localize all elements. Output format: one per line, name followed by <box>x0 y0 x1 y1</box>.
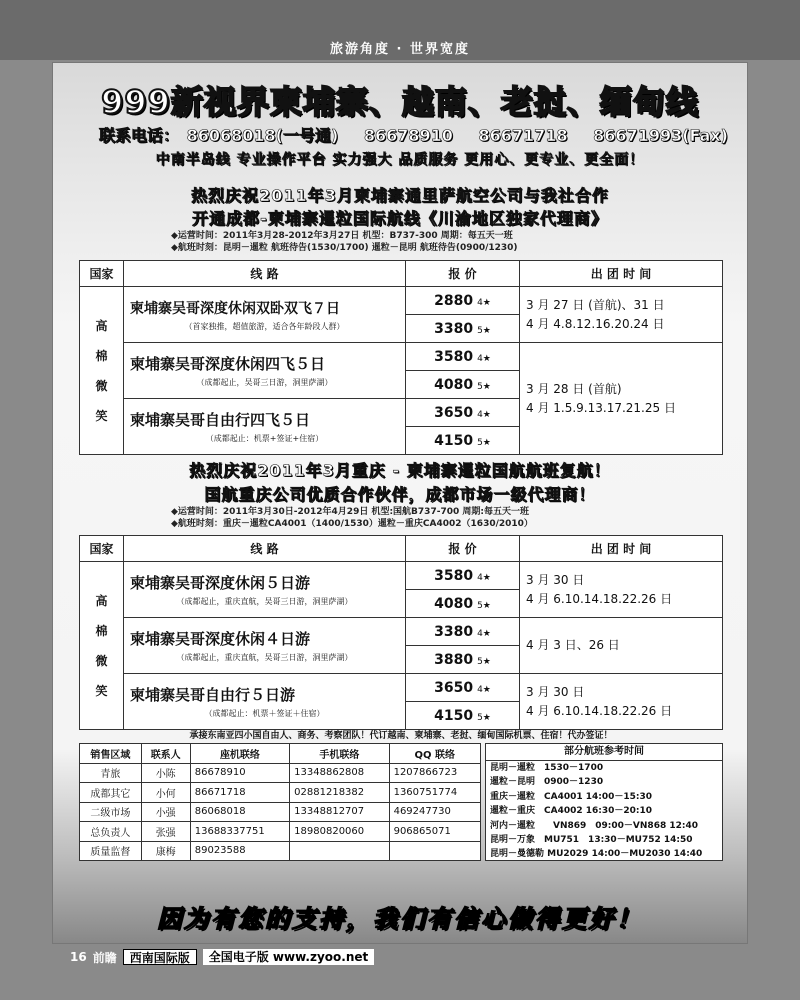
table-row <box>80 343 723 371</box>
contact-name: 康梅 <box>141 841 190 861</box>
date-line: 4 月 1.5.9.13.17.21.25 日 <box>526 400 676 415</box>
table-row <box>80 763 481 783</box>
hotel-grade: 4★ <box>477 572 491 583</box>
qq: 1360751774 <box>389 783 480 803</box>
region: 成都其它 <box>80 783 142 803</box>
route-name: 柬埔寨吴哥深度休闲５日游 <box>130 574 311 592</box>
flight-row: 昆明－曼德勒 MU2029 14:00－MU2030 14:40 <box>490 849 703 860</box>
region: 质量监督 <box>80 841 142 861</box>
country-char: 微 <box>95 378 108 393</box>
col-price: 报 价 <box>406 536 520 562</box>
col-dates: 出 团 时 间 <box>520 536 723 562</box>
hotel-grade: 4★ <box>477 684 491 695</box>
landline: 13688337751 <box>190 822 289 842</box>
flight-times-title: 部分航班参考时间 <box>486 744 722 761</box>
route-note: （成都起止，重庆直航，吴哥三日游，洞里萨湖） <box>176 653 353 662</box>
services-intro: 承接东南亚四小国自由人、商务、考察团队！代订越南、柬埔寨、老挝、缅甸国际机票、住宿！代办签证！ <box>189 731 613 741</box>
route-name: 柬埔寨吴哥自由行５日游 <box>130 686 296 704</box>
flight-row: 重庆－暹粒 CA4001 14:00－15:30 <box>490 791 653 802</box>
phone-label: 联系电话： <box>99 126 180 145</box>
price-value: 4150 <box>434 707 474 724</box>
col-qq: QQ 联络 <box>389 744 480 764</box>
footer-slogan: 因为有您的支持，我们有信心做得更好！ <box>157 904 643 933</box>
section2-info-2: ◆航班时刻：重庆－暹粒CA4001（1400/1530）暹粒－重庆CA4002（1630/2010） <box>171 519 533 529</box>
hotel-grade: 5★ <box>477 656 491 667</box>
price-cell <box>406 590 520 618</box>
route-name: 柬埔寨吴哥深度休闲４日游 <box>130 630 311 648</box>
section1-info-1: ◆运营时间：2011年3月28-2012年3月27日 机型：B737-300 周期：每五天一班 <box>171 231 513 241</box>
route-name: 柬埔寨吴哥深度休闲四飞５日 <box>130 355 326 373</box>
price-cell <box>406 702 520 730</box>
date-line: 3 月 27 日 (首航)、31 日 <box>526 297 665 312</box>
table-row <box>80 841 481 861</box>
country-char: 微 <box>95 653 108 668</box>
hotel-grade: 4★ <box>477 297 491 308</box>
hotel-grade: 5★ <box>477 437 491 448</box>
ad-title: 999新视界柬埔寨、越南、老挝、缅甸线 <box>101 83 699 121</box>
route-name-cell <box>124 674 406 730</box>
phone-number: 86068018(一号通) <box>186 126 339 145</box>
price-value: 3580 <box>434 567 474 584</box>
route-note: （成都起止，重庆直航，吴哥三日游，洞里萨湖） <box>176 597 353 606</box>
price-cell <box>406 646 520 674</box>
table-row <box>80 562 723 590</box>
section-name: 前瞻 <box>92 950 117 965</box>
section2-info-1: ◆运营时间：2011年3月30日-2012年4月29日 机型:国航B737-700 周期:每五天一班 <box>171 507 529 517</box>
col-country: 国家 <box>80 536 124 562</box>
price-cell <box>406 562 520 590</box>
mobile: 18980820060 <box>290 822 389 842</box>
page-footer-bar <box>70 948 374 966</box>
hotel-grade: 5★ <box>477 712 491 723</box>
flight-row: 昆明－暹粒 1530－1700 <box>490 763 604 773</box>
flight-row: 昆明－万象 MU751 13:30－MU752 14:50 <box>490 834 693 845</box>
date-line: 3 月 30 日 <box>526 684 585 699</box>
section1-info-2: ◆航班时刻：昆明－暹粒 航班待告(1530/1700) 暹粒－昆明 航班待告(0900/1230) <box>171 243 518 253</box>
country-char: 笑 <box>95 408 108 423</box>
phone-line <box>99 123 748 146</box>
phone-number: 86678910 <box>363 126 453 145</box>
landline: 86678910 <box>190 763 289 783</box>
price-value: 4150 <box>434 432 474 449</box>
section2-route-table <box>79 535 723 730</box>
section1-route-table <box>79 260 723 455</box>
header-slogan: 旅游角度 · 世界宽度 <box>330 42 470 57</box>
table-row <box>80 802 481 822</box>
route-note: （成都起止：机票+签证+住宿） <box>205 434 324 443</box>
hotel-grade: 4★ <box>477 628 491 639</box>
col-country: 国家 <box>80 261 124 287</box>
route-name-cell <box>124 618 406 674</box>
col-mobile: 手机联络 <box>290 744 389 764</box>
price-cell <box>406 427 520 455</box>
hotel-grade: 5★ <box>477 600 491 611</box>
price-value: 2880 <box>434 292 474 309</box>
price-value: 3580 <box>434 348 474 365</box>
col-route: 线 路 <box>124 261 406 287</box>
flight-row: 河内－暹粒 VN869 09:00－VN868 12:40 <box>490 820 698 831</box>
price-cell <box>406 399 520 427</box>
date-line: 4 月 4.8.12.16.20.24 日 <box>526 316 665 331</box>
section2-headline-2: 国航重庆公司优质合作伙伴，成都市场一级代理商！ <box>204 485 596 504</box>
table-header-row <box>80 536 723 562</box>
section1-headline-2: 开通成都-柬埔寨暹粒国际航线《川渝地区独家代理商》 <box>192 209 608 228</box>
qq: 1207866723 <box>389 763 480 783</box>
qq: 906865071 <box>389 822 480 842</box>
table-row <box>80 618 723 646</box>
route-name-cell <box>124 399 406 455</box>
table-row <box>80 822 481 842</box>
qq: 469247730 <box>389 802 480 822</box>
region: 总负责人 <box>80 822 142 842</box>
mobile: 02881218382 <box>290 783 389 803</box>
col-dates: 出 团 时 间 <box>520 261 723 287</box>
mobile: 13348812707 <box>290 802 389 822</box>
contacts-table <box>79 743 481 861</box>
hotel-grade: 5★ <box>477 325 491 336</box>
date-line: 4 月 3 日、26 日 <box>526 638 620 652</box>
date-line: 3 月 30 日 <box>526 572 585 587</box>
price-value: 3380 <box>434 623 474 640</box>
col-route: 线 路 <box>124 536 406 562</box>
flight-row: 暹粒－昆明 0900－1230 <box>490 777 604 788</box>
table-row <box>80 783 481 803</box>
table-header-row <box>80 744 481 764</box>
route-note: （成都起止，吴哥三日游，洞里萨湖） <box>196 378 333 387</box>
route-note: （成都起止：机票＋签证＋住宿） <box>204 709 325 718</box>
mobile <box>290 841 389 861</box>
country-char: 棉 <box>95 348 108 363</box>
region: 二级市场 <box>80 802 142 822</box>
date-line: 3 月 28 日 (首航) <box>526 381 622 396</box>
price-value: 4080 <box>434 376 474 393</box>
country-char: 笑 <box>95 683 108 698</box>
col-contact: 联系人 <box>141 744 190 764</box>
route-name-cell <box>124 287 406 343</box>
table-row <box>80 674 723 702</box>
col-price: 报 价 <box>406 261 520 287</box>
dates-cell <box>520 618 723 674</box>
date-line: 4 月 6.10.14.18.22.26 日 <box>526 703 673 718</box>
country-cell <box>80 287 124 455</box>
ad-page <box>52 62 748 944</box>
price-cell <box>406 315 520 343</box>
country-char: 高 <box>95 593 108 608</box>
route-name: 柬埔寨吴哥自由行四飞５日 <box>130 411 311 429</box>
hotel-grade: 4★ <box>477 353 491 364</box>
dates-cell <box>520 562 723 618</box>
tagline: 中南半岛线 专业操作平台 实力强大 品质服务 更用心、更专业、更全面！ <box>155 152 645 168</box>
contact-name: 小强 <box>141 802 190 822</box>
contact-name: 张强 <box>141 822 190 842</box>
price-cell <box>406 287 520 315</box>
edition-brand: 西南国际版 <box>123 949 197 965</box>
hotel-grade: 5★ <box>477 381 491 392</box>
price-value: 3380 <box>434 320 474 337</box>
page-number: 16 <box>70 950 87 964</box>
section2-headline-1: 热烈庆祝2011年3月重庆 - 柬埔寨暹粒国航航班复航！ <box>189 461 611 480</box>
mobile: 13348862808 <box>290 763 389 783</box>
country-char: 高 <box>95 318 108 333</box>
dates-cell <box>520 674 723 730</box>
hotel-grade: 4★ <box>477 409 491 420</box>
section1-headline-1: 热烈庆祝2011年3月柬埔寨通里萨航空公司与我社合作 <box>191 186 609 205</box>
flight-row: 暹粒－重庆 CA4002 16:30－20:10 <box>490 806 653 817</box>
landline: 89023588 <box>190 841 289 861</box>
price-value: 3650 <box>434 404 474 421</box>
region: 青旅 <box>80 763 142 783</box>
qq <box>389 841 480 861</box>
website-link[interactable]: 全国电子版 www.zyoo.net <box>203 949 375 965</box>
route-name: 柬埔寨吴哥深度休闲双卧双飞７日 <box>130 300 340 317</box>
price-cell <box>406 343 520 371</box>
price-cell <box>406 674 520 702</box>
contact-name: 小陈 <box>141 763 190 783</box>
price-value: 4080 <box>434 595 474 612</box>
fax-number: 86671993(Fax) <box>593 126 728 145</box>
dates-cell <box>520 287 723 343</box>
country-char: 棉 <box>95 623 108 638</box>
col-region: 销售区域 <box>80 744 142 764</box>
date-line: 4 月 6.10.14.18.22.26 日 <box>526 591 673 606</box>
phone-number: 86671718 <box>478 126 568 145</box>
contact-name: 小何 <box>141 783 190 803</box>
col-landline: 座机联络 <box>190 744 289 764</box>
flight-times-box <box>485 743 723 861</box>
table-row <box>80 287 723 315</box>
price-value: 3880 <box>434 651 474 668</box>
table-header-row <box>80 261 723 287</box>
route-name-cell <box>124 343 406 399</box>
landline: 86068018 <box>190 802 289 822</box>
route-name-cell <box>124 562 406 618</box>
price-cell <box>406 371 520 399</box>
route-note: （首家独推，超值旅游，适合各年龄段人群） <box>184 321 345 331</box>
dates-cell <box>520 343 723 455</box>
country-cell <box>80 562 124 730</box>
price-cell <box>406 618 520 646</box>
price-value: 3650 <box>434 679 474 696</box>
landline: 86671718 <box>190 783 289 803</box>
